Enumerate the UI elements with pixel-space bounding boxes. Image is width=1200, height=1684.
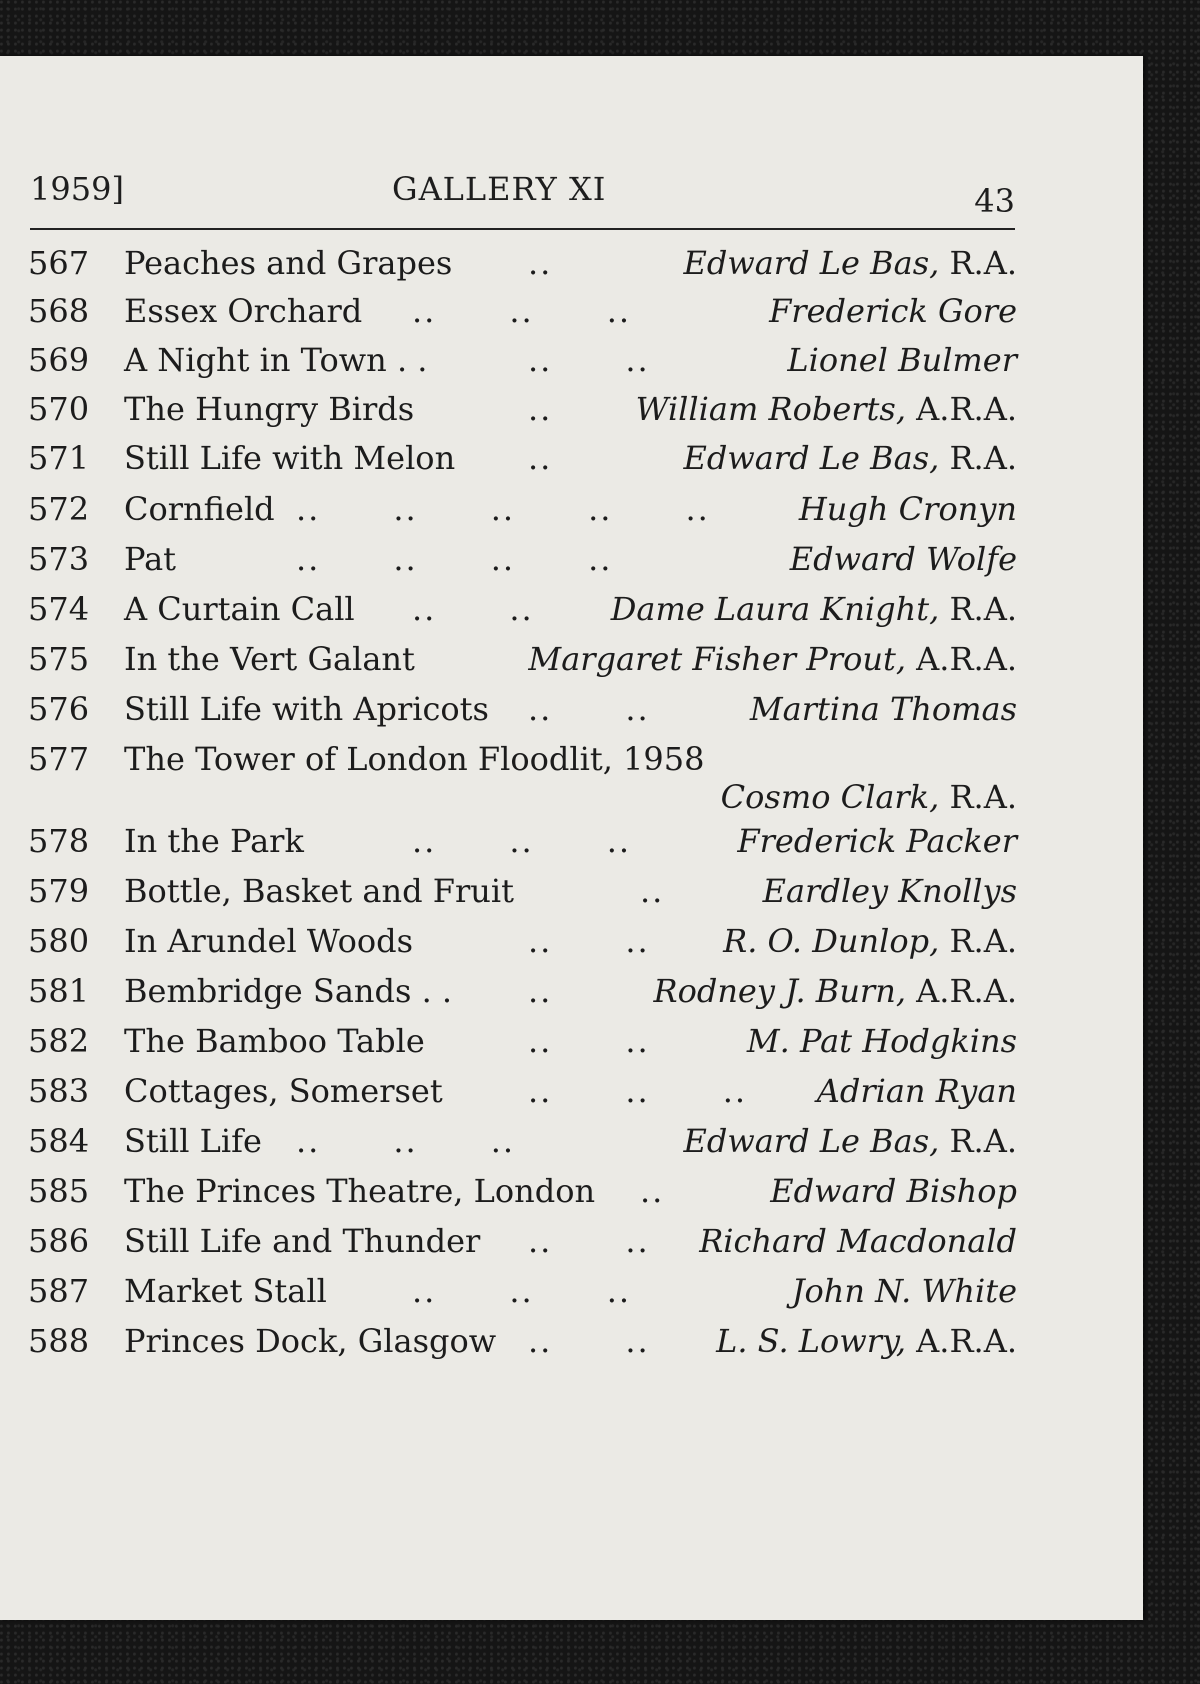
entry-title: Still Life [124,1122,262,1160]
catalogue-entry [0,435,1143,481]
catalogue-entry [0,1068,1143,1114]
entry-number: 576 [28,690,90,728]
leader-dots: .. .. .. .. .. [296,490,710,528]
artist-honours: R.A. [949,439,1017,477]
catalogue-entry [0,288,1143,334]
entry-artist [716,1318,1017,1364]
entry-number: 575 [28,640,90,678]
entry-artist [787,337,1017,383]
leader-dots: .. [640,872,665,910]
entry-number: 570 [28,390,90,428]
entry-artist [790,536,1017,582]
catalogue-entry [0,636,1143,682]
entry-title: The Bamboo Table [124,1022,425,1060]
entry-number: 574 [28,590,90,628]
leader-dots: .. [528,439,553,477]
entry-title: Essex Orchard [124,292,363,330]
catalogue-entry [0,1168,1143,1214]
entry-title: Bottle, Basket and Fruit [124,872,514,910]
header-rule [30,228,1015,230]
leader-dots: .. [528,244,553,282]
entry-title: Bembridge Sands . . [124,972,453,1010]
entry-number: 572 [28,490,90,528]
entry-artist [750,686,1017,732]
entry-artist [636,386,1017,432]
entry-title: A Night in Town . . [124,341,428,379]
entry-title: A Curtain Call [124,590,355,628]
leader-dots: .. [528,972,553,1010]
page-number: 43 [974,182,1015,220]
artist-name: Eardley Knollys [762,872,1017,910]
leader-dots: .. .. [528,1222,650,1260]
catalogue-entry [0,586,1143,632]
leader-dots: .. .. [528,341,650,379]
entry-number: 568 [28,292,90,330]
entry-number: 586 [28,1222,90,1260]
entry-artist [792,1268,1017,1314]
entry-artist [769,288,1017,334]
catalogue-entry [0,818,1143,864]
entry-artist [747,1018,1017,1064]
artist-honours: R.A. [949,922,1017,960]
catalogue-entry [0,686,1143,732]
entry-number: 588 [28,1322,90,1360]
artist-name: Frederick Packer [737,822,1017,860]
header-year: 1959] [30,170,124,208]
catalogue-entry [0,386,1143,432]
entry-number: 580 [28,922,90,960]
header-title: GALLERY XI [392,170,607,208]
artist-name: Edward Le Bas, [683,1122,940,1160]
entry-title: The Hungry Birds [124,390,415,428]
artist-name: Edward Le Bas, [683,439,940,477]
catalogue-entry [0,918,1143,964]
entry-title: In Arundel Woods [124,922,414,960]
catalogue-entry [0,968,1143,1014]
leader-dots: .. .. .. [528,1072,748,1110]
artist-honours: R.A. [949,244,1017,282]
catalogue-entry [0,1118,1143,1164]
artist-honours: A.R.A. [916,1322,1017,1360]
entry-title: Peaches and Grapes [124,244,453,282]
entry-number: 585 [28,1172,90,1210]
entry-artist [721,774,1017,820]
entry-title: In the Vert Galant [124,640,415,678]
artist-honours: R.A. [949,590,1017,628]
catalogue-entry [0,1268,1143,1314]
artist-name: Adrian Ryan [816,1072,1017,1110]
catalogue-entry [0,486,1143,532]
entry-number: 569 [28,341,90,379]
leader-dots: .. [528,390,553,428]
entry-number: 584 [28,1122,90,1160]
artist-honours: R.A. [949,1122,1017,1160]
artist-name: Margaret Fisher Prout, [528,640,906,678]
entry-title: Still Life with Melon [124,439,456,477]
artist-name: Rodney J. Burn, [653,972,906,1010]
entry-artist [683,435,1017,481]
entry-title: In the Park [124,822,304,860]
entry-artist [817,1068,1017,1114]
entry-title: Still Life and Thunder [124,1222,481,1260]
entry-artist [737,818,1017,864]
entry-number: 587 [28,1272,90,1310]
entry-number: 581 [28,972,90,1010]
entry-title: Market Stall [124,1272,327,1310]
artist-name: John N. White [791,1272,1017,1310]
artist-name: Cosmo Clark, [720,778,940,816]
entry-artist [683,1118,1017,1164]
entry-artist [528,636,1017,682]
entry-title: Cornfield [124,490,275,528]
entry-artist [763,868,1017,914]
catalogue-entry [0,736,1143,816]
entry-number: 582 [28,1022,90,1060]
entry-number: 578 [28,822,90,860]
entry-artist [653,968,1017,1014]
entry-title: The Princes Theatre, London [124,1172,596,1210]
artist-name: Edward Wolfe [789,540,1017,578]
entry-artist [683,240,1017,286]
catalogue-entry [0,1318,1143,1364]
artist-name: Edward Le Bas, [683,244,940,282]
entry-artist [723,918,1017,964]
entry-artist [699,1218,1017,1264]
artist-name: William Roberts, [635,390,906,428]
leader-dots: .. .. [528,1022,650,1060]
artist-name: Lionel Bulmer [787,341,1017,379]
catalogue-entry [0,1218,1143,1264]
artist-name: Martina Thomas [749,690,1017,728]
catalogue-entry [0,337,1143,383]
catalogue-entry [0,1018,1143,1064]
artist-name: Edward Bishop [770,1172,1017,1210]
entry-title: Cottages, Somerset [124,1072,443,1110]
leader-dots: .. .. [528,690,650,728]
artist-honours: A.R.A. [916,390,1017,428]
artist-name: Richard Macdonald [699,1222,1017,1260]
entry-number: 579 [28,872,90,910]
catalogue-entry [0,868,1143,914]
entry-number: 573 [28,540,90,578]
entry-artist [799,486,1017,532]
entry-title: Pat [124,540,177,578]
entry-title: The Tower of London Floodlit, 1958 [124,740,705,778]
leader-dots: .. .. [528,922,650,960]
artist-name: M. Pat Hodgkins [746,1022,1017,1060]
catalogue-entry [0,536,1143,582]
leader-dots: .. .. [412,590,534,628]
artist-honours: A.R.A. [916,972,1017,1010]
leader-dots: .. .. .. [412,822,632,860]
leader-dots: .. .. .. [412,292,632,330]
entry-number: 567 [28,244,90,282]
page-header [30,170,1015,230]
entry-number: 583 [28,1072,90,1110]
leader-dots: .. .. [528,1322,650,1360]
artist-name: L. S. Lowry, [716,1322,906,1360]
catalogue-entry [0,240,1143,286]
entry-title: Princes Dock, Glasgow [124,1322,497,1360]
artist-name: R. O. Dunlop, [723,922,940,960]
entry-artist [770,1168,1017,1214]
entry-number: 571 [28,439,90,477]
leader-dots: .. .. .. [412,1272,632,1310]
leader-dots: .. .. .. .. [296,540,613,578]
leader-dots: .. .. .. [296,1122,516,1160]
artist-name: Frederick Gore [769,292,1017,330]
artist-honours: A.R.A. [916,640,1017,678]
artist-name: Hugh Cronyn [798,490,1017,528]
artist-name: Dame Laura Knight, [610,590,940,628]
leader-dots: .. [640,1172,665,1210]
entry-artist [611,586,1017,632]
artist-honours: R.A. [949,778,1017,816]
entry-number: 577 [28,740,90,778]
entry-title: Still Life with Apricots [124,690,489,728]
